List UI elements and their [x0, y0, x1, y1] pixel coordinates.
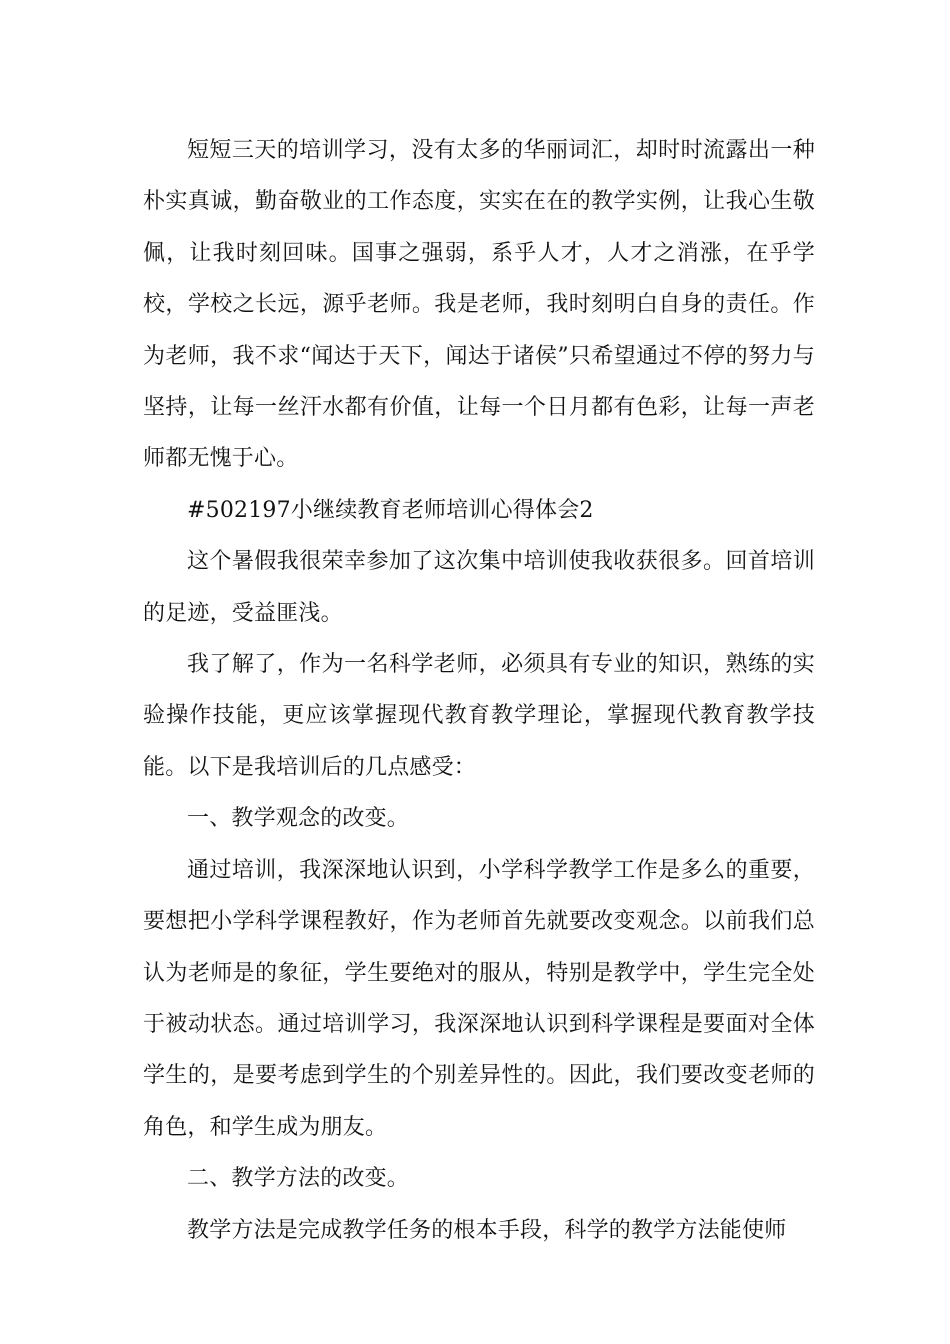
- heading-teaching-method: 二、教学方法的改变。: [187, 1166, 410, 1192]
- paragraph-science-teacher: 我了解了，作为一名科学老师，必须具有专业的知识，熟练的实验操作技能，更应该掌握现代教育教学理论，掌握现代教育教学技能。以下是我培训后的几点感受：: [143, 652, 815, 780]
- paragraph-teaching-concept: 通过培训，我深深地认识到，小学科学教学工作是多么的重要，要想把小学科学课程教好，作为老师首先就要改变观念。以前我们总认为老师是的象征，学生要绝对的服从，特别是教学中，学生完全处于被动状态。通过培训学习，我深深地认识到科学课程是要面对全体学生的，是要考虑到学生的个别差异性的。因此，我们要改变老师的角色，和学生成为朋友。: [143, 857, 815, 1140]
- heading-teaching-concept: 一、教学观念的改变。: [187, 806, 410, 832]
- section-title: #502197小继续教育老师培训心得体会2: [187, 497, 594, 523]
- document-body: [143, 125, 815, 1256]
- paragraph-summer-training: 这个暑假我很荣幸参加了这次集中培训使我收获很多。回首培训的足迹，受益匪浅。: [143, 549, 815, 626]
- paragraph-intro: 短短三天的培训学习，没有太多的华丽词汇，却时时流露出一种朴实真诚，勤奋敬业的工作态度，实实在在的教学实例，让我心生敬佩，让我时刻回味。国事之强弱，系乎人才，人才之消涨，在乎学校，学校之长远，源乎老师。我是老师，我时刻明白自身的责任。作为老师，我不求“闻达于天下，闻达于诸侯”只希望通过不停的努力与坚持，让每一丝汗水都有价值，让每一个日月都有色彩，让每一声老师都无愧于心。: [143, 138, 815, 472]
- paragraph-teaching-method: 教学方法是完成教学任务的根本手段，科学的教学方法能使师: [187, 1217, 787, 1243]
